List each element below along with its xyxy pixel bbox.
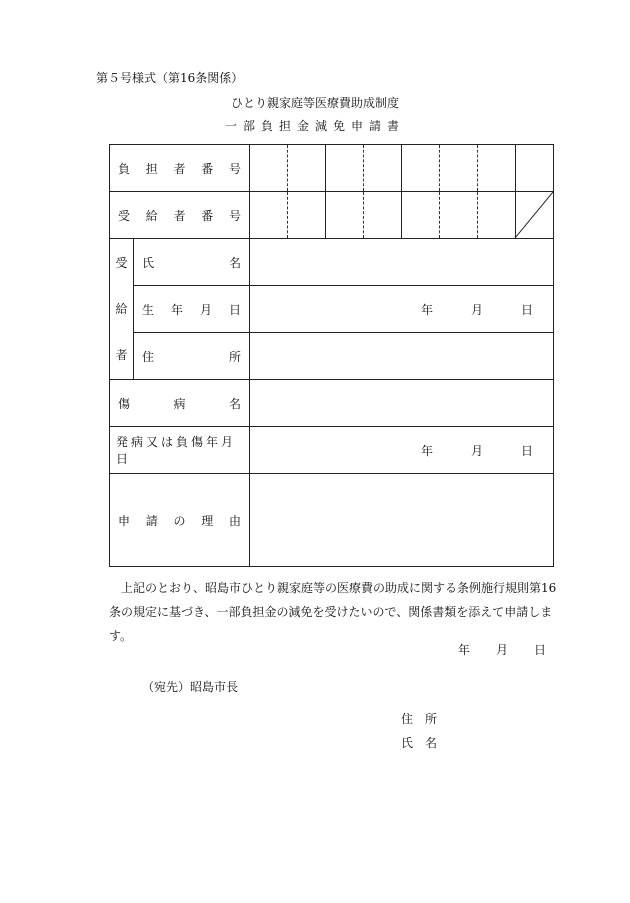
digit-box[interactable] [364,145,402,191]
page-title: ひとり親家庭等医療費助成制度 [230,96,399,110]
recipient-group-label: 受 給 者 [110,239,134,380]
digit-box[interactable] [440,192,478,238]
digit-box[interactable] [288,192,326,238]
declaration-paragraph: 上記のとおり、昭島市ひとり親家庭等の医療費の助成に関する条例施行規則第16条の規定に基づき、一部負担金の減免を受けたいので、関係書類を添えて申請します。 [109,581,557,643]
address-row [110,333,554,380]
address-label: 住 所 [134,333,250,380]
digit-box[interactable] [478,192,516,238]
page-subtitle: 一部負担金減免申請書 [224,119,405,133]
recipient-number-row [110,192,554,239]
digit-box[interactable] [402,192,440,238]
digit-box[interactable] [326,192,364,238]
payer-number-field[interactable] [250,145,554,192]
disease-field[interactable] [250,380,554,427]
payer-number-label: 負 担 者 番 号 [110,145,250,192]
addressee: （宛先）昭島市長 [142,680,239,694]
name-label: 氏 名 [134,239,250,286]
digit-box[interactable] [250,192,288,238]
recipient-name-row [110,239,554,286]
onset-row [110,427,554,474]
digit-box[interactable] [402,145,440,191]
digit-box[interactable] [288,145,326,191]
applicant-address-label: 住 所 [401,712,438,726]
digit-box[interactable] [326,145,364,191]
reason-label: 申 請 の 理 由 [110,474,250,567]
disease-row [110,380,554,427]
digit-box[interactable] [364,192,402,238]
reason-field[interactable] [250,474,554,567]
application-form-table [109,144,554,567]
diagonal-slash [515,192,553,238]
disease-label: 傷 病 名 [110,380,250,427]
digit-box[interactable] [478,145,516,191]
birthdate-label: 生 年 月 日 [134,286,250,333]
onset-label: 発病又は負傷年月日 [110,427,250,474]
birthdate-field[interactable]: 年 月 日 [250,286,554,333]
recipient-number-label: 受 給 者 番 号 [110,192,250,239]
digit-box[interactable] [440,145,478,191]
digit-box[interactable] [516,145,553,191]
digit-box[interactable] [250,145,288,191]
payer-number-row [110,145,554,192]
onset-date-field[interactable]: 年 月 日 [250,427,554,474]
applicant-name-label: 氏 名 [401,736,438,750]
form-number: 第５号様式（第16条関係） [96,71,244,85]
birthdate-row [110,286,554,333]
reason-row [110,474,554,567]
recipient-number-field[interactable] [250,192,554,239]
address-field[interactable] [250,333,554,380]
application-date[interactable]: 年 月 日 [458,643,547,657]
name-field[interactable] [250,239,554,286]
